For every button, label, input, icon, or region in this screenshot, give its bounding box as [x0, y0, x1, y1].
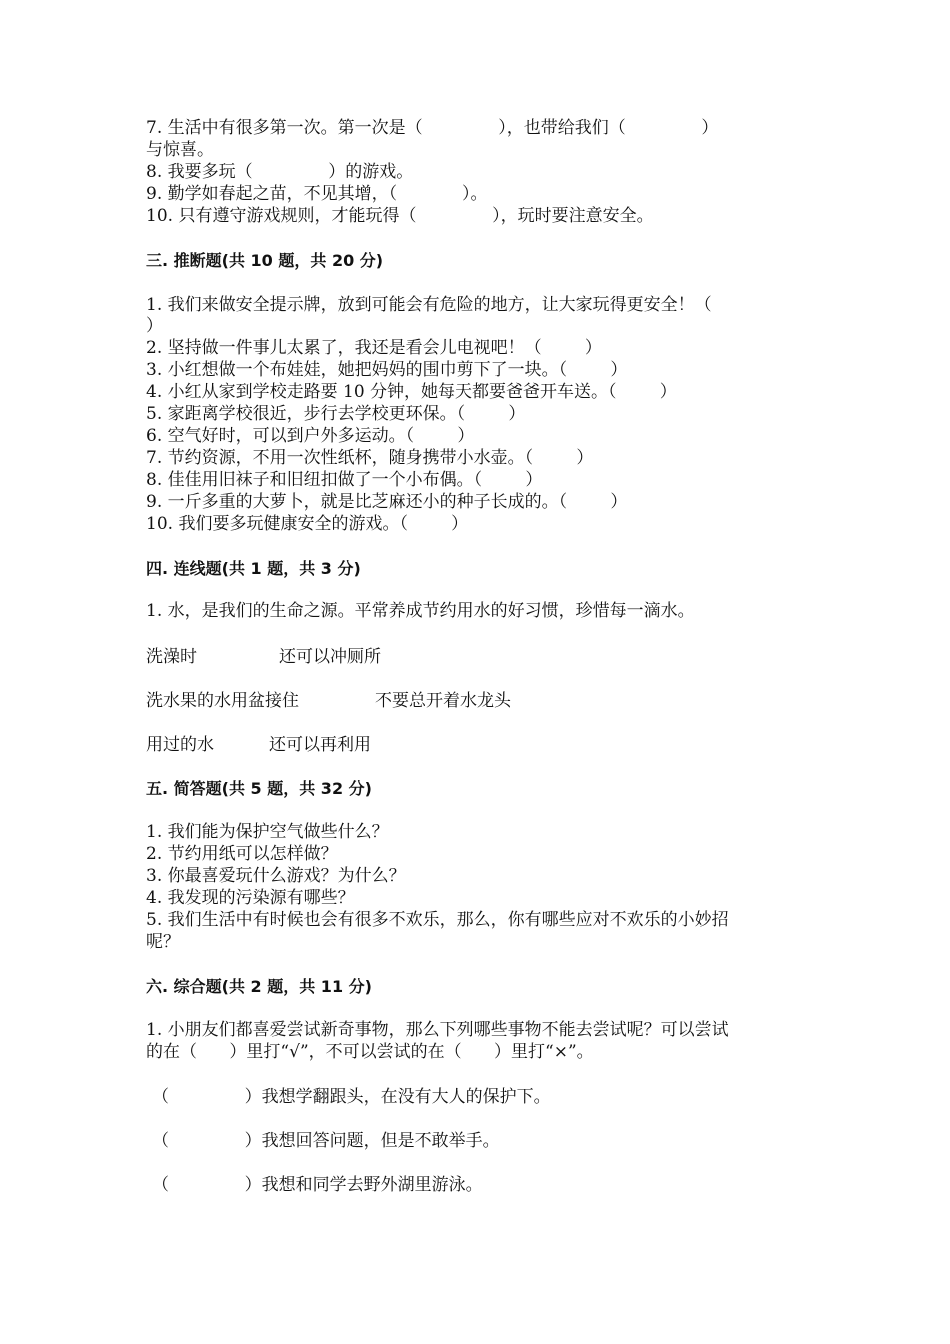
- comprehensive-option: （ ）我想回答问题，但是不敢举手。: [152, 1131, 500, 1151]
- section-heading-matching: 四. 连线题(共 1 题，共 3 分): [146, 559, 361, 578]
- matching-left-item: 洗澡时: [146, 647, 197, 667]
- judgment-item: 7. 节约资源，不用一次性纸杯，随身携带小水壶。（ ）: [146, 448, 594, 468]
- section-heading-comprehensive: 六. 综合题(共 2 题，共 11 分): [146, 977, 372, 996]
- short-answer-item: 2. 节约用纸可以怎样做？: [146, 844, 338, 864]
- section-heading-judgment: 三. 推断题(共 10 题，共 20 分): [146, 251, 384, 270]
- matching-left-item: 用过的水: [146, 735, 214, 755]
- judgment-item: 5. 家距离学校很近，步行去学校更环保。（ ）: [146, 404, 526, 424]
- judgment-item: 2. 坚持做一件事儿太累了，我还是看会儿电视吧！（ ）: [146, 338, 602, 358]
- short-answer-item: 5. 我们生活中有时候也会有很多不欢乐，那么，你有哪些应对不欢乐的小妙招: [146, 910, 729, 930]
- judgment-item: ）: [146, 316, 163, 336]
- short-answer-item: 4. 我发现的污染源有哪些？: [146, 888, 355, 908]
- comprehensive-question-line1: 1. 小朋友们都喜爱尝试新奇事物，那么下列哪些事物不能去尝试呢？可以尝试: [146, 1020, 729, 1040]
- matching-question: 1. 水，是我们的生命之源。平常养成节约用水的好习惯，珍惜每一滴水。: [146, 601, 695, 621]
- fill-question-7-line2: 与惊喜。: [146, 140, 214, 160]
- fill-question-10: 10. 只有遵守游戏规则，才能玩得（ ），玩时要注意安全。: [146, 206, 654, 226]
- fill-question-7-line1: 7. 生活中有很多第一次。第一次是（ ），也带给我们（ ）: [146, 118, 719, 138]
- judgment-item: 8. 佳佳用旧袜子和旧纽扣做了一个小布偶。（ ）: [146, 470, 543, 490]
- comprehensive-option: （ ）我想学翻跟头，在没有大人的保护下。: [152, 1087, 551, 1107]
- judgment-item: 10. 我们要多玩健康安全的游戏。（ ）: [146, 514, 469, 534]
- matching-right-item: 不要总开着水龙头: [375, 691, 511, 711]
- comprehensive-question-line2: 的在（ ）里打“√”，不可以尝试的在（ ）里打“×”。: [146, 1042, 594, 1062]
- judgment-item: 4. 小红从家到学校走路要 10 分钟，她每天都要爸爸开车送。（ ）: [146, 382, 677, 402]
- section-heading-short-answer: 五. 简答题(共 5 题，共 32 分): [146, 779, 372, 798]
- matching-left-item: 洗水果的水用盆接住: [146, 691, 299, 711]
- matching-right-item: 还可以再利用: [269, 735, 371, 755]
- judgment-item: 9. 一斤多重的大萝卜，就是比芝麻还小的种子长成的。（ ）: [146, 492, 628, 512]
- judgment-item: 3. 小红想做一个布娃娃，她把妈妈的围巾剪下了一块。（ ）: [146, 360, 628, 380]
- fill-question-8: 8. 我要多玩（ ）的游戏。: [146, 162, 414, 182]
- short-answer-item: 3. 你最喜爱玩什么游戏？为什么？: [146, 866, 406, 886]
- short-answer-item: 1. 我们能为保护空气做些什么？: [146, 822, 389, 842]
- judgment-item: 6. 空气好时，可以到户外多运动。（ ）: [146, 426, 475, 446]
- matching-right-item: 还可以冲厕所: [279, 647, 381, 667]
- fill-question-9: 9. 勤学如春起之苗，不见其增，（ ）。: [146, 184, 488, 204]
- short-answer-item: 呢？: [146, 932, 180, 952]
- comprehensive-option: （ ）我想和同学去野外湖里游泳。: [152, 1175, 483, 1195]
- judgment-item: 1. 我们来做安全提示牌，放到可能会有危险的地方，让大家玩得更安全！（: [146, 295, 712, 315]
